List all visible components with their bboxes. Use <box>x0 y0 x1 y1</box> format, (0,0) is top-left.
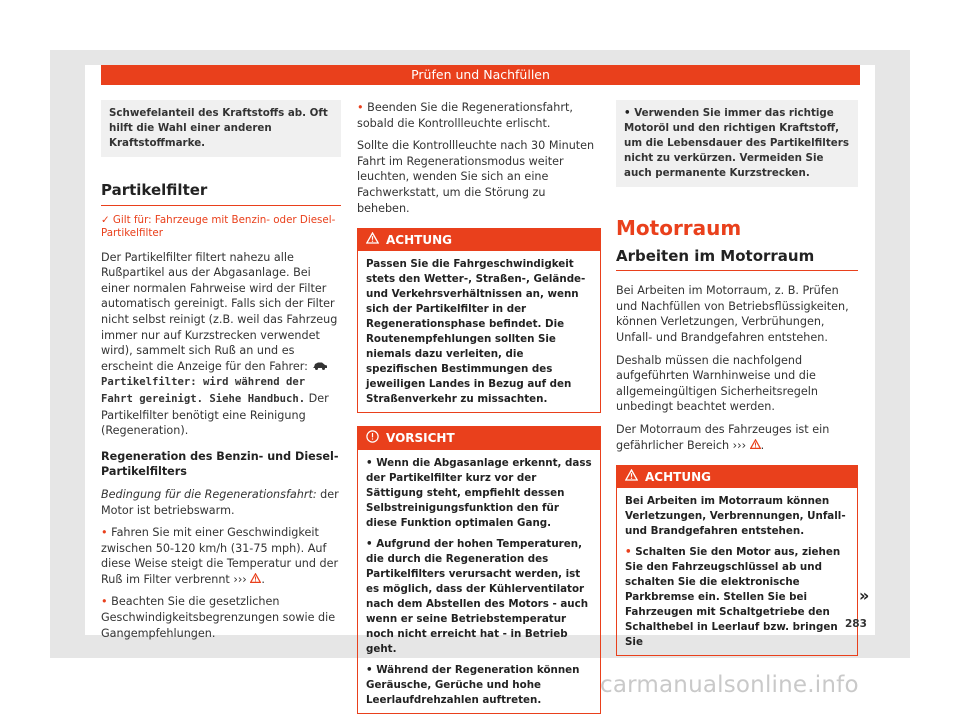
continue-mark: » <box>859 586 870 605</box>
warning-triangle-icon <box>250 572 261 588</box>
subheading-regeneration: Regeneration des Benzin- und Diesel-Partikelfilters <box>101 449 339 479</box>
section-title-arbeiten: Arbeiten im Motorraum <box>616 249 858 272</box>
paragraph-text: Der Partikelfilter benötigt eine Reinigung (Regeneration). <box>101 391 329 438</box>
caution-title: VORSICHT <box>386 431 455 446</box>
warning-text: Passen Sie die Fahrgeschwindigkeit stets den Wetter-, Straßen-, Gelände- und Verkehrsverhältnissen an, wenn sich der Partikelfilter in der Regenerationsphase befindet. Die Routenempfehlungen sollten Sie niemals dazu verleiten, die spezifischen Bestimmungen des jeweiligen Landes in Bezug auf den Straßenverkehr zu missachten. <box>366 258 586 406</box>
bullet-text: Beachten Sie die gesetzlichen Geschwindigkeitsbegrenzungen sowie die Gangempfehlungen. <box>101 595 336 640</box>
warning-title: ACHTUNG <box>645 469 711 484</box>
chapter-title: Motorraum <box>616 216 742 240</box>
note-bullet-text: Verwenden Sie immer das richtige Motoröl und den richtigen Kraftstoff, um die Lebensdauer des Partikelfilters nicht zu verkürzen. Vermeiden Sie auch permanente Kurzstrecken. <box>624 107 849 179</box>
caution-item: • Aufgrund der hohen Temperaturen, die durch die Regeneration des Partikelfilters verursacht werden, ist es möglich, dass der Kühlerventilator nach dem Abstellen des Motors - auch wenn er seine Betriebstemperatur noch nicht erreicht hat - in Betrieb geht. <box>366 538 589 656</box>
reference-arrows: ››› <box>732 438 747 452</box>
page-number: 283 <box>845 618 867 630</box>
car-icon <box>312 360 328 373</box>
condition <box>101 487 341 518</box>
warning-box <box>357 228 601 413</box>
paragraph <box>101 250 341 439</box>
warning-triangle-icon <box>625 469 638 485</box>
paragraph: Der Motorraum des Fahrzeuges ist ein gefährlicher Bereich ››› . <box>616 422 830 452</box>
caution-item-text: Während der Regeneration können Geräusche, Gerüche und hohe Leerlaufdrehzahlen auftreten. <box>366 664 580 707</box>
caution-item: • Während der Regeneration können Geräusche, Gerüche und hohe Leerlaufdrehzahlen auftreten. <box>366 664 580 707</box>
page-header: Prüfen und Nachfüllen <box>101 65 860 85</box>
paragraph: Sollte die Kontrollleuchte nach 30 Minuten Fahrt im Regenerationsmodus weiter leuchten, wenden Sie sich an eine Fachwerkstatt, um die Störung zu beheben. <box>357 139 595 215</box>
column-3 <box>616 100 858 656</box>
warning-header <box>358 229 600 251</box>
check-icon: ✓ <box>101 213 110 226</box>
display-message: Partikelfilter: wird während der Fahrt gereinigt. Siehe Handbuch. <box>101 376 306 405</box>
column-1 <box>101 100 341 648</box>
warning-triangle-icon <box>750 438 761 454</box>
bullet-text: Beenden Sie die Regenerationsfahrt, sobald die Kontrollleuchte erlischt. <box>357 101 573 130</box>
info-circle-icon <box>366 430 379 447</box>
bullet-text: Fahren Sie mit einer Geschwindigkeit zwischen 50-120 km/h (31-75 mph). Auf diese Weise steigt die Temperatur und der Ruß im Filter verbrennt <box>101 526 339 586</box>
applies-to-text: Gilt für: Fahrzeuge mit Benzin- oder Diesel-Partikelfilter <box>101 213 336 239</box>
caution-item: • Wenn die Abgasanlage erkennt, dass der Partikelfilter kurz vor der Sättigung steht, empfiehlt dessen Selbstreinigungsfunktion den für diese Funktion optimalen Gang. <box>366 457 592 530</box>
warning-bullet-text: Schalten Sie den Motor aus, ziehen Sie den Fahrzeugschlüssel ab und schalten Sie die elektronische Parkbremse ein. Stellen Sie bei Fahrzeugen mit Schaltgetriebe den Schalthebel in Leerlauf bzw. bringen Sie <box>625 546 841 649</box>
paragraph: Bei Arbeiten im Motorraum, z. B. Prüfen und Nachfüllen von Betriebsflüssigkeiten, können Verletzungen, Verbrühungen, Unfall- und Brandgefahren entstehen. <box>616 284 849 344</box>
paragraph-text: Der Partikelfilter filtert nahezu alle Rußpartikel aus der Abgasanlage. Bei einer normalen Fahrweise wird der Filter automatisch gereinigt. Falls sich der Filter nicht selbst reinigt (z.B. weil das Fahrzeug immer nur auf Kurzstrecken verwendet wird), sammelt sich Ruß an und es erscheint die Anzeige für den Fahrer: <box>101 250 338 373</box>
warning-box <box>616 465 858 656</box>
warning-triangle-icon <box>366 232 379 248</box>
caution-item-text: Aufgrund der hohen Temperaturen, die durch die Regeneration des Partikelfilters verursacht werden, ist es möglich, dass der Kühlerventilator nach dem Abstellen des Motors - auch wenn er seine Betriebstemperatur noch nicht erreicht hat - in Betrieb geht. <box>366 538 589 656</box>
watermark: carmanualsonline.info <box>600 672 859 698</box>
bullet-item: • Fahren Sie mit einer Geschwindigkeit zwischen 50-120 km/h (31-75 mph). Auf diese Weise steigt die Temperatur und der Ruß im Filter verbrennt ››› . <box>101 526 339 586</box>
condition-text: der Motor ist betriebswarm. <box>101 487 339 517</box>
caution-header <box>358 427 600 450</box>
caution-item-text: Wenn die Abgasanlage erkennt, dass der Partikelfilter kurz vor der Sättigung steht, empfiehlt dessen Selbstreinigungsfunktion den für diese Funktion optimalen Gang. <box>366 457 592 530</box>
top-note: Schwefelanteil des Kraftstoffs ab. Oft hilft die Wahl einer anderen Kraftstoffmarke. <box>101 100 341 157</box>
condition-label: Bedingung für die Regenerationsfahrt: <box>101 487 317 501</box>
section-title-partikelfilter: Partikelfilter <box>101 183 341 206</box>
paragraph-text: Der Motorraum des Fahrzeuges ist ein gefährlicher Bereich <box>616 422 830 452</box>
top-note: • Verwenden Sie immer das richtige Motoröl und den richtigen Kraftstoff, um die Lebensdauer des Partikelfilters nicht zu verkürzen. Vermeiden Sie auch permanente Kurzstrecken. <box>616 100 858 187</box>
caution-box <box>357 426 601 714</box>
paragraph: Deshalb müssen die nachfolgend aufgeführten Warnhinweise und die allgemeingültigen Sicherheitsregeln unbedingt beachtet werden. <box>616 353 818 414</box>
warning-header <box>617 466 857 488</box>
bullet-item: • Beenden Sie die Regenerationsfahrt, sobald die Kontrollleuchte erlischt. <box>357 101 573 130</box>
warning-text: Bei Arbeiten im Motorraum können Verletzungen, Verbrennungen, Unfall- und Brandgefahren entstehen. <box>625 495 846 538</box>
reference-arrows: ››› <box>233 572 247 586</box>
warning-bullet: • Schalten Sie den Motor aus, ziehen Sie den Fahrzeugschlüssel ab und schalten Sie die elektronische Parkbremse ein. Stellen Sie bei Fahrzeugen mit Schaltgetriebe den Schalthebel in Leerlauf bzw. bringen Sie <box>625 546 841 649</box>
column-2 <box>357 100 601 714</box>
bullet-item: • Beachten Sie die gesetzlichen Geschwindigkeitsbegrenzungen sowie die Gangempfehlungen. <box>101 595 336 640</box>
warning-title: ACHTUNG <box>386 232 452 247</box>
